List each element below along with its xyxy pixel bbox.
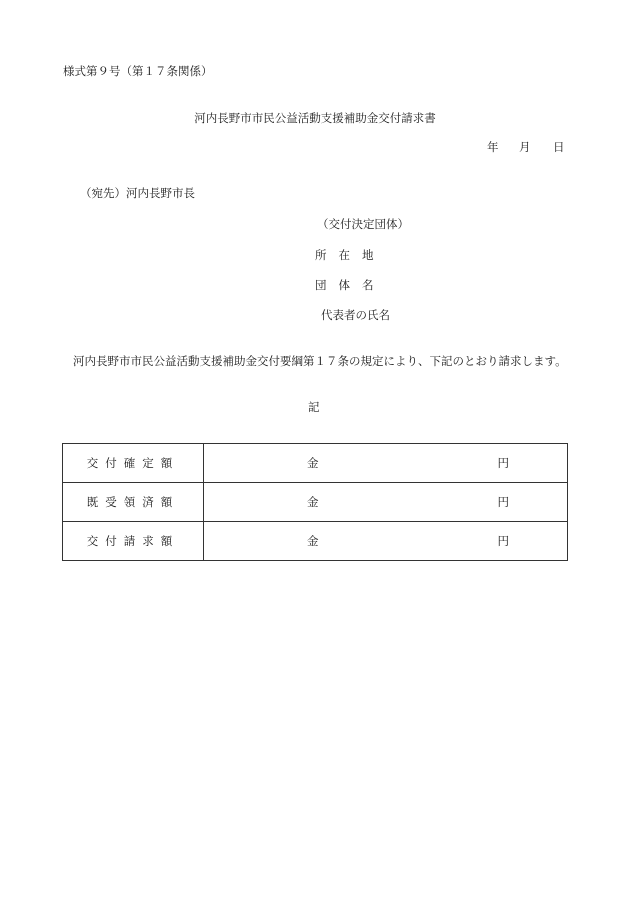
amount-suffix: 円 (497, 534, 509, 548)
date-year-label: 年 (487, 140, 499, 154)
table-row (63, 444, 568, 483)
row-value-confirmed-amount (204, 444, 568, 483)
row-value-received-amount (204, 483, 568, 522)
amount-prefix: 金 (307, 534, 319, 548)
location-label: 所在地 (315, 248, 386, 262)
amount-suffix: 円 (497, 495, 509, 509)
amounts-table (62, 443, 568, 561)
row-label-received-amount: 既受領済額 (63, 483, 204, 522)
table-row (63, 522, 568, 561)
applicant-heading: （交付決定団体） (317, 217, 409, 231)
form-number: 様式第９号（第１７条関係） (63, 64, 213, 78)
date-day-label: 日 (553, 140, 565, 154)
representative-name-label: 代表者の氏名 (321, 308, 390, 322)
row-label-requested-amount: 交付請求額 (63, 522, 204, 561)
amount-prefix: 金 (307, 456, 319, 470)
table-row (63, 483, 568, 522)
row-label-confirmed-amount: 交付確定額 (63, 444, 204, 483)
amount-prefix: 金 (307, 495, 319, 509)
addressee: （宛先）河内長野市長 (80, 186, 195, 200)
document-title: 河内長野市市民公益活動支援補助金交付請求書 (194, 111, 436, 125)
org-name-label: 団体名 (315, 278, 386, 292)
row-value-requested-amount (204, 522, 568, 561)
date-month-label: 月 (519, 140, 531, 154)
ki-heading: 記 (308, 400, 320, 414)
amount-suffix: 円 (497, 456, 509, 470)
request-statement: 河内長野市市民公益活動支援補助金交付要綱第１７条の規定により、下記のとおり請求します。 (73, 354, 567, 368)
